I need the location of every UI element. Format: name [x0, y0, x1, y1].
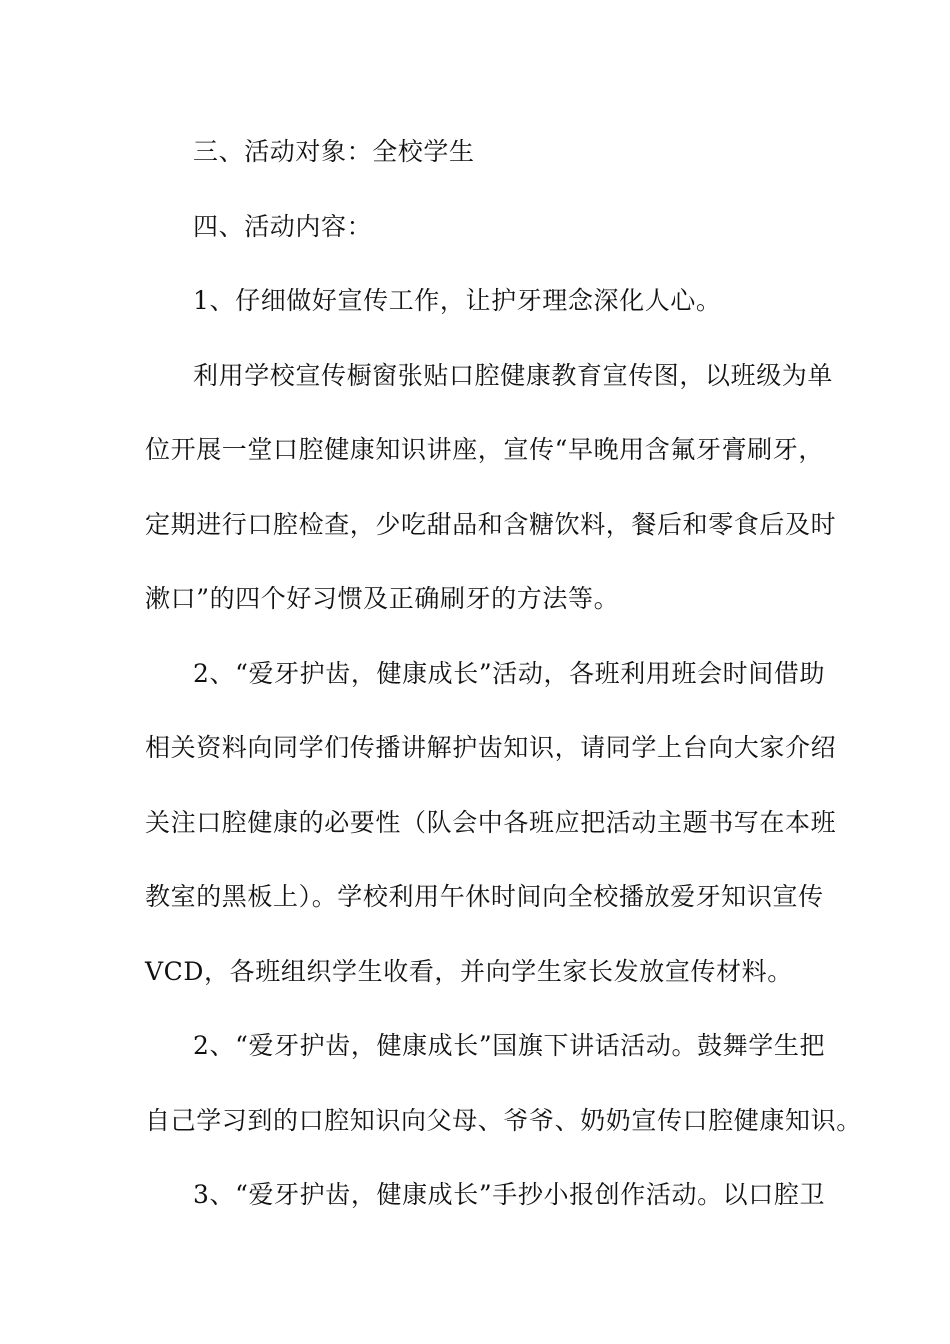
section-heading-activity-target: 三、活动对象：全校学生: [193, 137, 475, 166]
paragraph-line: 3、“爱牙护齿，健康成长”手抄小报创作活动。以口腔卫: [193, 1180, 826, 1209]
paragraph-line: 关注口腔健康的必要性（队会中各班应把活动主题书写在本班: [145, 808, 837, 837]
paragraph-line: VCD，各班组织学生收看，并向学生家长发放宣传材料。: [145, 957, 793, 986]
paragraph-line: 2、“爱牙护齿，健康成长”国旗下讲话活动。鼓舞学生把: [193, 1031, 826, 1060]
paragraph-line: 定期进行口腔检查，少吃甜品和含糖饮料，餐后和零食后及时: [145, 510, 837, 539]
paragraph-line: 自己学习到的口腔知识向父母、爷爷、奶奶宣传口腔健康知识。: [145, 1106, 862, 1135]
section-heading-activity-content: 四、活动内容：: [193, 212, 373, 241]
paragraph-line: 教室的黑板上）。学校利用午休时间向全校播放爱牙知识宣传: [145, 882, 824, 911]
paragraph-line: 相关资料向同学们传播讲解护齿知识，请同学上台向大家介绍: [145, 733, 837, 762]
paragraph-line: 利用学校宣传橱窗张贴口腔健康教育宣传图，以班级为单: [193, 361, 834, 390]
paragraph-line: 1、仔细做好宣传工作，让护牙理念深化人心。: [193, 286, 722, 315]
paragraph-line: 2、“爱牙护齿，健康成长”活动，各班利用班会时间借助: [193, 659, 826, 688]
paragraph-line: 漱口”的四个好习惯及正确刷牙的方法等。: [145, 584, 620, 613]
paragraph-line: 位开展一堂口腔健康知识讲座，宣传“早晚用含氟牙膏刷牙，: [145, 435, 824, 464]
